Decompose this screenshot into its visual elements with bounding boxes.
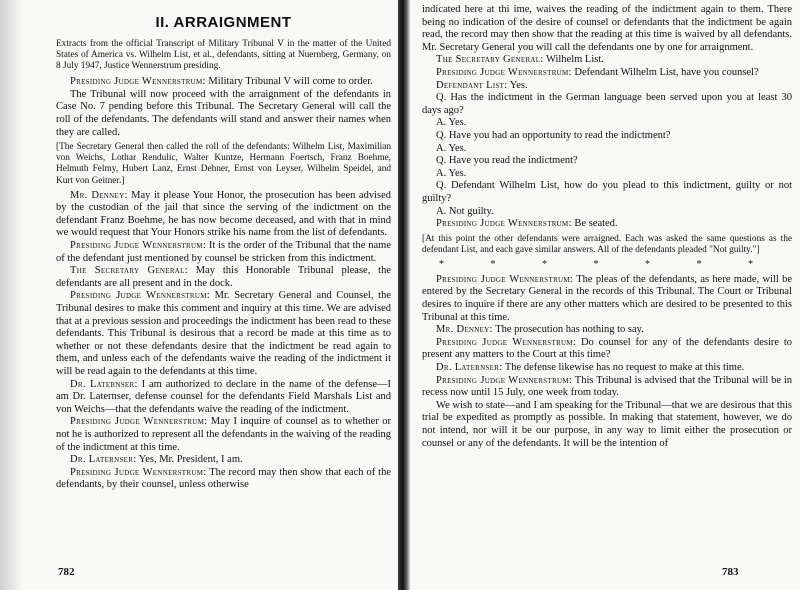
transcript-paragraph: [422, 206, 792, 219]
bracketed-note: [56, 142, 391, 186]
intro-note: Extracts from the official Transcript of Military Tribunal V in the matter of the United States of America vs. Wilhelm List, et al., defendants, sitting at Nuernberg, Germany, on 8 July 1947, Justice Wennerstrum presiding.: [56, 39, 391, 72]
transcript-paragraph: [422, 4, 792, 54]
paragraph-text: It is the order of the Tribunal that the name of the defendant just mentioned by counsel be stricken from this indictment.: [56, 240, 391, 264]
paragraph-text: Yes, Mr. President, I am.: [136, 454, 243, 466]
transcript-paragraph: [422, 324, 792, 337]
paragraph-text: A. Yes.: [436, 142, 467, 154]
speaker-name: Presiding Judge Wennerstrum:: [436, 336, 577, 348]
transcript-paragraph: [422, 80, 792, 93]
page-number-right: 783: [722, 566, 739, 578]
transcript-paragraph: [56, 454, 391, 467]
transcript-paragraph: [56, 240, 391, 265]
speaker-name: Presiding Judge Wennerstrum:: [436, 273, 574, 285]
transcript-paragraph: [422, 218, 792, 231]
paragraph-text: indicated here at thi ime, waives the reading of the indictment again to them. There being no indication of the desire of counsel or defendants that the indictment be again read, the record may then show that the reading at this time is waived by all defendants. Mr. Secretary General you will call the defendants one by one for arraignment.: [422, 4, 792, 53]
paragraph-text: May I inquire of counsel as to whether or not he is authorized to represent all the defendants in the waiving of the reading of the indictment at this time.: [56, 416, 391, 453]
transcript-paragraph: [56, 265, 391, 290]
paragraph-text: Mr. Secretary General and Counsel, the Tribunal desires to make this comment and inquiry at this time. We are advised that at a previous session and proceedings the indictment has been read to these defendants. This Tribunal is desirous that a record be made at this time as to whether or not these defendants desire that the indictment be read again to them, and unless each of the defendants waive the reading of the indictment it will be read again to the defendants at this time.: [56, 290, 391, 377]
transcript-paragraph: [422, 168, 792, 181]
transcript-paragraph: [56, 416, 391, 454]
paragraph-text: The Tribunal will now proceed with the arraignment of the defendants in Case No. 7 pending before this Tribunal. The Secretary General will call the roll of the defendants. The defendants will stand and answer their names when they are called.: [56, 88, 391, 138]
speaker-name: Presiding Judge Wennerstrum:: [436, 374, 573, 386]
speaker-name: Dr. Laternser:: [70, 378, 138, 390]
transcript-paragraph: [422, 375, 792, 400]
right-paragraphs: [422, 4, 792, 450]
speaker-name: Presiding Judge Wennerstrum:: [70, 466, 207, 478]
paragraph-text: [At this point the other defendants were arraigned. Each was asked the same questions as the defendant List, and each gave similar answers. All of the defendants pleaded "Not guilty."]: [422, 233, 792, 255]
paragraph-text: I am authorized to declare in the name of the defense—I am Dr. Laternser, defense counsel for the defendants Field Marshals List and von Weichs—that the defendants waive the reading of the indictment.: [56, 378, 391, 415]
transcript-paragraph: [422, 337, 792, 362]
paragraph-text: May this Honorable Tribunal please, the defendants are all present and in the dock.: [56, 265, 391, 289]
transcript-paragraph: [422, 54, 792, 67]
left-page: [0, 0, 398, 590]
paragraph-text: Q. Has the indictment in the German language been served upon you at least 30 days ago?: [422, 92, 792, 116]
paragraph-text: Be seated.: [571, 218, 618, 230]
speaker-name: Presiding Judge Wennerstrum:: [70, 416, 208, 428]
paragraph-text: This Tribunal is advised that the Tribunal will be in recess now until 15 July, one week from today.: [422, 374, 793, 399]
page-number-left: 782: [58, 566, 75, 578]
bracketed-note: [422, 234, 792, 256]
left-text-column: [56, 14, 391, 492]
transcript-paragraph: [422, 274, 792, 324]
section-break-asterisks: [422, 259, 792, 270]
speaker-name: Presiding Judge Wennerstrum:: [70, 290, 210, 302]
speaker-name: Dr. Laternser:: [70, 454, 137, 466]
right-text-column: [422, 4, 792, 450]
paragraph-text: The pleas of the defendants, as here made, will be entered by the Secretary General in the records of this Tribunal. The Court or Tribunal desires to inquire if there are any other matters which are desired to be presented to this Tribunal at this time.: [422, 273, 792, 323]
speaker-name: Presiding Judge Wennerstrum:: [436, 66, 572, 78]
transcript-paragraph: [56, 76, 391, 89]
speaker-name: Dr. Laternser:: [436, 362, 503, 374]
paragraph-text: Wilhelm List.: [543, 54, 604, 66]
speaker-name: The Secretary General:: [70, 265, 188, 277]
paragraph-text: Yes.: [507, 79, 528, 91]
paragraph-text: The defense likewise has no request to make at this time.: [502, 362, 745, 374]
speaker-name: Presiding Judge Wennerstrum:: [436, 218, 572, 230]
speaker-name: Defendant List:: [436, 79, 508, 91]
transcript-paragraph: [56, 379, 391, 417]
transcript-paragraph: [422, 180, 792, 205]
paragraph-text: A. Yes.: [436, 117, 467, 129]
page-edge-shadow: [0, 0, 22, 590]
paragraph-text: [The Secretary General then called the roll of the defendants: Wilhelm List, Maximilian von Weichs, Lothar Rendulic, Walter Kuntze, Hermann Foertsch, Franz Boehme, Helmuth Felmy, Hubert Lanz, Ernst Dehner, Ernst von Leyser, Wilhelm Speidel, and Kurt von Geitner.]: [56, 142, 391, 186]
paragraph-text: Defendant Wilhelm List, have you counsel?: [571, 66, 759, 78]
right-page: [410, 0, 800, 590]
speaker-name: Mr. Denney:: [436, 324, 493, 336]
book-gutter: [398, 0, 410, 590]
paragraph-text: Do counsel for any of the defendants desire to present any matters to the Court at this time?: [422, 336, 792, 361]
paragraph-text: Q. Defendant Wilhelm List, how do you plead to this indictment, guilty or not guilty?: [422, 180, 792, 204]
section-title: II. ARRAIGNMENT: [155, 14, 292, 31]
left-paragraphs: [56, 76, 391, 492]
speaker-name: Mr. Denney:: [70, 189, 128, 201]
transcript-paragraph: [422, 155, 792, 168]
asterisks-text: * * * * * * *: [439, 258, 775, 270]
paragraph-text: May it please Your Honor, the prosecution has been advised by the custodian of the jail that since the serving of the indictment on the defendant Franz Boehme, he has now become deceased, and with that in mind we would request that Your Honors strike his name from the list of defendants.: [56, 189, 391, 239]
paragraph-text: Q. Have you read the indictment?: [436, 155, 578, 167]
paragraph-text: A. Not guilty.: [436, 205, 494, 217]
speaker-name: Presiding Judge Wennerstrum:: [70, 240, 207, 251]
transcript-paragraph: [56, 89, 391, 139]
paragraph-text: The record may then show that each of the defendants, by their counsel, unless otherwise: [56, 466, 391, 491]
paragraph-text: Military Tribunal V will come to order.: [205, 76, 373, 88]
transcript-paragraph: [56, 190, 391, 240]
speaker-name: The Secretary General:: [436, 54, 544, 66]
speaker-name: Presiding Judge Wennerstrum:: [70, 76, 206, 88]
transcript-paragraph: [422, 362, 792, 375]
transcript-paragraph: [422, 92, 792, 117]
paragraph-text: We wish to state—and I am speaking for the Tribunal—that we are desirous that this trial be expedited as promptly as possible. In making that statement, however, we do not intend, nor will it be our purpose, in any way to limit either the prosecution or counsel or any of the defendants. It will be the intention of: [422, 399, 792, 449]
transcript-paragraph: [422, 130, 792, 143]
transcript-paragraph: [422, 143, 792, 156]
paragraph-text: A. Yes.: [436, 167, 467, 179]
transcript-paragraph: [56, 290, 391, 378]
transcript-paragraph: [422, 400, 792, 450]
transcript-paragraph: [422, 117, 792, 130]
paragraph-text: Q. Have you had an opportunity to read the indictment?: [436, 129, 671, 141]
transcript-paragraph: [56, 467, 391, 492]
transcript-paragraph: [422, 67, 792, 80]
paragraph-text: The prosecution has nothing to say.: [492, 324, 644, 336]
